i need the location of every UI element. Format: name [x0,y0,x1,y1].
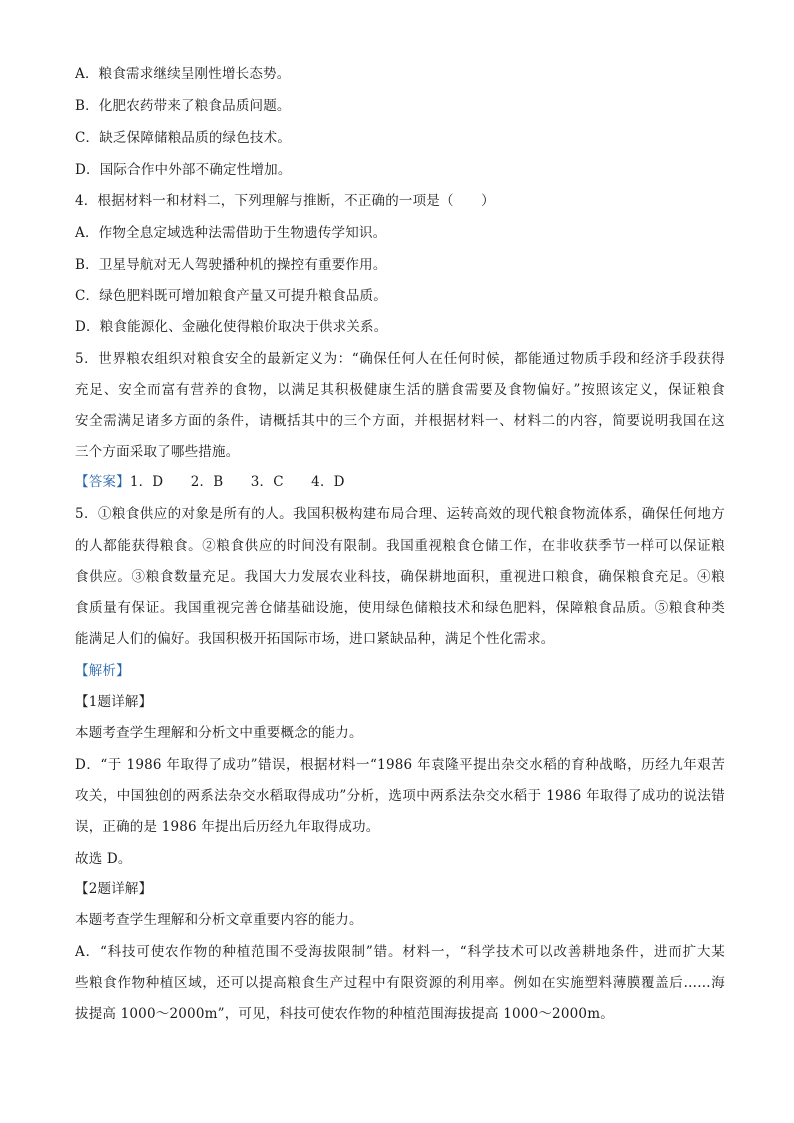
analysis-label: 【解析】 [75,663,130,679]
q1-detail-line: D．“于 1986 年取得了成功”错误，根据材料一“1986 年袁隆平提出杂交水稻的育种战略，历经九年艰苦 [75,757,725,773]
answer5-line: 食供应。③粮食数量充足。我国大力发展农业科技，确保耕地面积，重视进口粮食，确保粮食充足。④粮 [75,569,725,585]
q3-option-d: D．国际合作中外部不确定性增加。 [75,162,292,178]
q1-detail-line: 攻关，中国独创的两系法杂交水稻取得成功”分析，选项中两系法杂交水稻于 1986 年取得了成功的说法错 [75,788,725,804]
answer5-line: 能满足人们的偏好。我国积极开拓国际市场，进口紧缺品种，满足个性化需求。 [75,631,555,647]
q4-option-c: C．绿色肥料既可增加粮食产量又可提升粮食品质。 [75,288,387,304]
q1-detail-line: 误，正确的是 1986 年提出后历经九年取得成功。 [75,819,380,835]
q3-option-b: B．化肥农药带来了粮食品质问题。 [75,98,291,114]
q2-detail-line: 些粮食作物种植区域，还可以提高粮食生产过程中有限资源的利用率。例如在实施塑料薄膜覆盖后……海 [75,975,725,991]
answer-label: 【答案】 [75,474,130,490]
q4-option-d: D．粮食能源化、金融化使得粮价取决于供求关系。 [75,319,388,335]
q2-detail-line: 拔提高 1000～2000m”，可见，科技可使农作物的种植范围海拔提高 1000～2000m。 [75,1006,614,1022]
q3-option-c: C．缺乏保障储粮品质的绿色技术。 [75,130,292,146]
q1-conclusion: 故选 D。 [75,851,132,867]
answer-line [75,472,725,492]
q5-stem-line: 安全需满足诸多方面的条件，请概括其中的三个方面，并根据材料一、材料二的内容，简要说明我国在这 [75,413,725,429]
q4-option-a: A．作物全息定域选种法需借助于生物遗传学知识。 [75,225,387,241]
q2-detail-intro: 本题考查学生理解和分析文章重要内容的能力。 [75,912,363,928]
q2-detail-heading: 【2题详解】 [75,881,153,897]
q3-option-a: A．粮食需求继续呈刚性增长态势。 [75,66,291,82]
answer5-line: 食质量有保证。我国重视完善仓储基础设施，使用绿色储粮技术和绿色肥料，保障粮食品质。⑤粮食种类 [75,600,725,616]
q5-stem-line: 5．世界粮农组织对粮食安全的最新定义为：“确保任何人在任何时候，都能通过物质手段和经济手段获得 [75,351,725,367]
q2-detail-line: A．“科技可使农作物的种植范围不受海拔限制”错。材料一，“科学技术可以改善耕地条件，进而扩大某 [75,944,725,960]
answer-text: 1．D 2．B 3．C 4．D [129,474,345,490]
q5-stem-line: 充足、安全而富有营养的食物，以满足其积极健康生活的膳食需要及食物偏好。”按照该定义，保证粮食 [75,382,725,398]
q5-stem-line: 三个方面采取了哪些措施。 [75,444,240,460]
q1-detail-heading: 【1题详解】 [75,694,153,710]
answer5-line: 5．①粮食供应的对象是所有的人。我国积极构建布局合理、运转高效的现代粮食物流体系，确保任何地方 [75,506,725,522]
answer5-line: 的人都能获得粮食。②粮食供应的时间没有限制。我国重视粮食仓储工作，在非收获季节一样可以保证粮 [75,538,725,554]
q1-detail-intro: 本题考查学生理解和分析文中重要概念的能力。 [75,725,363,741]
q4-option-b: B．卫星导航对无人驾驶播种机的操控有重要作用。 [75,257,387,273]
q4-stem: 4．根据材料一和材料二，下列理解与推断，不正确的一项是（ ） [75,193,495,209]
